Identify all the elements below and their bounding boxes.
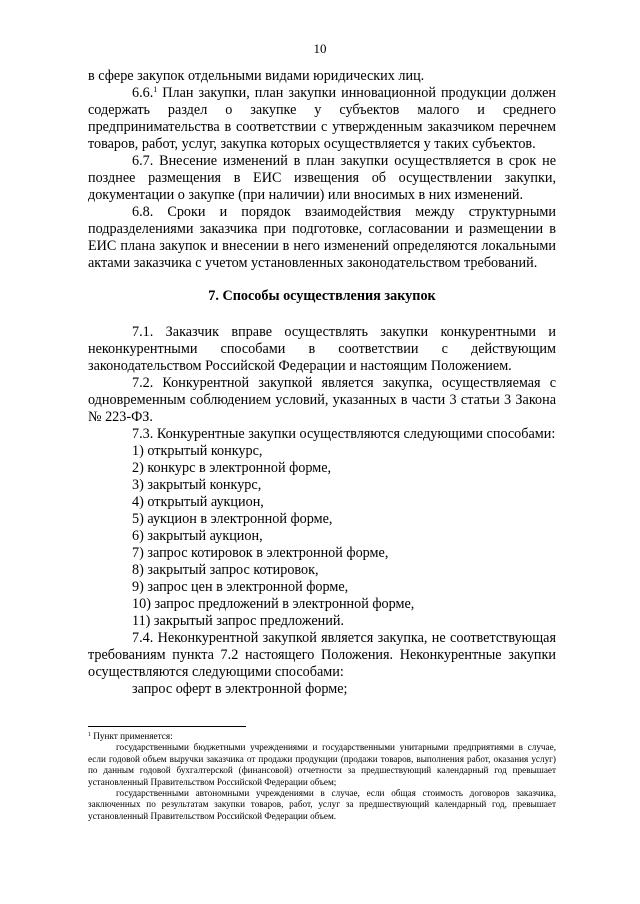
footnote-separator <box>88 726 246 727</box>
list-item: 3) закрытый конкурс, <box>132 477 262 493</box>
footnote-mark: 1 <box>88 732 91 738</box>
procurement-methods-list <box>88 443 556 630</box>
paragraph-6-6-text: План закупки, план закупки инновационной продукции должен содержать раздел о закупке у субъектов малого и среднего предпринимательства в соответствии с утвержденным заказчиком перечнем товаров, работ, услуг, закупка которых осуществляется у таких субъектов. <box>88 85 557 152</box>
list-item: 5) аукцион в электронной форме, <box>132 511 333 527</box>
list-item: 1) открытый конкурс, <box>132 443 263 459</box>
paragraph-6-6-number: 6.6. <box>132 85 154 101</box>
footnote-item-1: государственными бюджетными учреждениями и государственными унитарными предприятиями в случае, если годовой объем выручки заказчика от продажи продукции (продажи товаров, выполнения работ, оказания услуг) по данным годовой бухгалтерской (финансовой) отчетности за предшествующий календарный год превышает установленный Правительством Российской Федерации объем; <box>88 742 556 787</box>
paragraph-continuation: в сфере закупок отдельными видами юридических лиц. <box>88 68 425 84</box>
paragraph-7-3: 7.3. Конкурентные закупки осуществляются следующими способами: <box>132 426 556 442</box>
paragraph-7-4-item: запрос оферт в электронной форме; <box>132 681 348 697</box>
page-number: 10 <box>313 41 327 56</box>
list-item: 11) закрытый запрос предложений. <box>132 613 344 629</box>
footnote-item-2: государственными автономными учреждениями в случае, если общая стоимость договоров заказчика, заключенных по результатам закупки товаров, работ, услуг за предшествующий календарный год, превышает установленный Правительством Российской Федерации объем. <box>88 788 556 821</box>
document-body <box>88 68 556 698</box>
list-item: 8) закрытый запрос котировок, <box>132 562 319 578</box>
list-item: 10) запрос предложений в электронной форме, <box>132 596 415 612</box>
list-item: 2) конкурс в электронной форме, <box>132 460 332 476</box>
paragraph-6-6 <box>88 85 556 153</box>
list-item: 4) открытый аукцион, <box>132 494 264 510</box>
paragraph-7-2: 7.2. Конкурентной закупкой является закупка, осуществляемая с одновременным соблюдением условий, указанных в части 3 статьи 3 Закона № 223-ФЗ. <box>88 375 556 425</box>
list-item: 9) запрос цен в электронной форме, <box>132 579 349 595</box>
list-item: 6) закрытый аукцион, <box>132 528 263 544</box>
footnote-intro <box>88 731 556 742</box>
list-item: 7) запрос котировок в электронной форме, <box>132 545 389 561</box>
paragraph-6-8: 6.8. Сроки и порядок взаимодействия между структурными подразделениями заказчика при подготовке, согласовании и размещении в ЕИС плана закупок и внесении в него изменений определяются локальными актами заказчика с учетом установленных законодательством требований. <box>88 204 556 271</box>
footnote-intro-text: Пункт применяется: <box>93 731 173 741</box>
paragraph-7-1: 7.1. Заказчик вправе осуществлять закупки конкурентными и неконкурентными способами в соответствии с действующим законодательством Российской Федерации и настоящим Положением. <box>88 324 556 374</box>
footnote <box>88 731 556 822</box>
footnote-reference: 1 <box>153 85 158 94</box>
paragraph-6-7: 6.7. Внесение изменений в план закупки осуществляется в срок не позднее размещения в ЕИС извещения об осуществлении закупки, документации о закупке (при наличии) или вносимых в них изменений. <box>88 153 556 203</box>
paragraph-7-4: 7.4. Неконкурентной закупкой является закупка, не соответствующая требованиям пункта 7.2 настоящего Положения. Неконкурентные закупки осуществляются следующими способами: <box>88 630 556 680</box>
section-7-heading: 7. Способы осуществления закупок <box>208 288 436 304</box>
